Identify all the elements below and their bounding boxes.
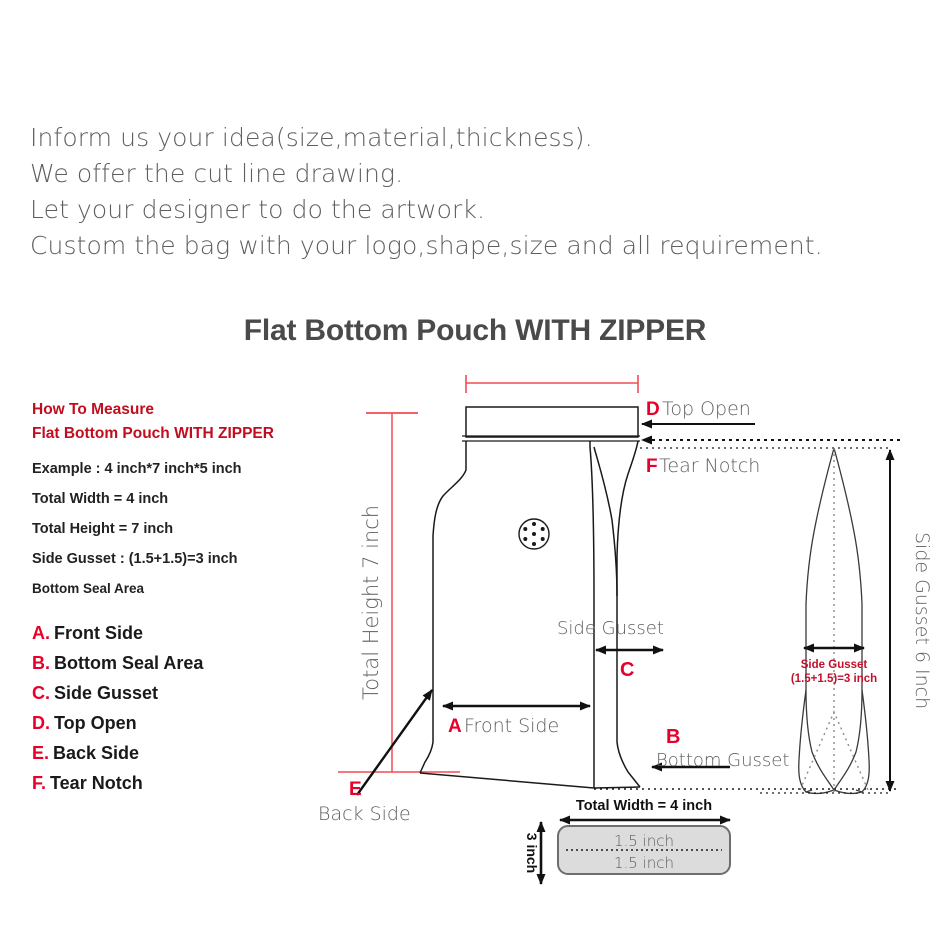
callout-side-gusset-label: Side Gusset <box>557 618 664 639</box>
dimension-total-width-group <box>560 798 730 820</box>
callout-d-key: D <box>646 399 660 420</box>
callout-b-key: B <box>666 726 681 748</box>
legend-key-a: A. <box>32 623 50 643</box>
callout-back-side <box>318 690 432 825</box>
dimension-bottom-depth: 3 inch <box>524 832 540 874</box>
legend-label-d: Top Open <box>54 713 137 733</box>
callout-side-gusset <box>557 618 664 681</box>
seal-top-measure: 1.5 inch <box>613 832 675 850</box>
callout-e-label: Back Side <box>318 803 411 825</box>
legend-key-e: E. <box>32 743 50 763</box>
dimension-total-height: Total Height 7 inch <box>359 504 383 700</box>
dimension-side-gusset-height: Side Gusset 6 Inch <box>911 532 933 710</box>
callout-f-key: F <box>646 456 658 477</box>
callout-front-side <box>443 706 590 737</box>
callout-a-key: A <box>448 716 462 737</box>
legend-spec-example: Example : 4 inch*7 inch*5 inch <box>32 461 242 477</box>
callout-c-key: C <box>620 659 635 681</box>
callout-bottom-gusset <box>652 726 789 771</box>
intro-line-3: Let your designer to do the artwork. <box>30 195 486 224</box>
bottom-seal-area-box <box>558 826 730 874</box>
legend-spec-side-gusset: Side Gusset : (1.5+1.5)=3 inch <box>32 551 238 567</box>
legend-label-c: Side Gusset <box>54 683 159 703</box>
side-gusset-red-value: (1.5+1.5)=3 inch <box>790 673 878 685</box>
legend-label-b: Bottom Seal Area <box>54 653 204 673</box>
callout-d-label: Top Open <box>662 398 751 420</box>
top-open-red-dimension <box>466 375 638 393</box>
total-height-red-guide <box>338 413 460 772</box>
legend-heading-1: How To Measure <box>32 401 155 418</box>
callout-a-label: Front Side <box>464 715 560 737</box>
legend-key-f: F. <box>32 773 47 793</box>
callout-tear-notch <box>642 440 900 477</box>
side-gusset-red-label: Side Gusset <box>800 659 868 671</box>
side-gusset-view <box>640 448 933 793</box>
callout-f-label: Tear Notch <box>659 455 761 477</box>
callout-b-label: Bottom Gusset <box>656 750 790 771</box>
intro-line-2: We offer the cut line drawing. <box>30 159 404 188</box>
legend-key-d: D. <box>32 713 50 733</box>
page-title: Flat Bottom Pouch WITH ZIPPER <box>243 314 707 347</box>
legend-heading-2: Flat Bottom Pouch WITH ZIPPER <box>32 425 274 442</box>
dimension-total-width: Total Width = 4 inch <box>575 798 713 814</box>
legend-label-e: Back Side <box>53 743 140 763</box>
callout-e-key: E <box>349 779 362 800</box>
legend-label-f: Tear Notch <box>50 773 143 793</box>
dimension-bottom-depth-group <box>524 822 541 884</box>
legend-spec-bottom-seal: Bottom Seal Area <box>32 581 145 596</box>
legend-key-b: B. <box>32 653 50 673</box>
intro-line-1: Inform us your idea(size,material,thickness). <box>30 123 593 152</box>
legend-spec-total-height: Total Height = 7 inch <box>32 521 174 537</box>
seal-bottom-measure: 1.5 inch <box>613 854 675 872</box>
legend-spec-total-width: Total Width = 4 inch <box>32 491 169 507</box>
callout-top-open <box>642 398 755 424</box>
intro-line-4: Custom the bag with your logo,shape,size and all requirement. <box>30 231 823 260</box>
legend-label-a: Front Side <box>54 623 143 643</box>
vent-hole-icon <box>519 519 549 549</box>
legend-key-c: C. <box>32 683 50 703</box>
